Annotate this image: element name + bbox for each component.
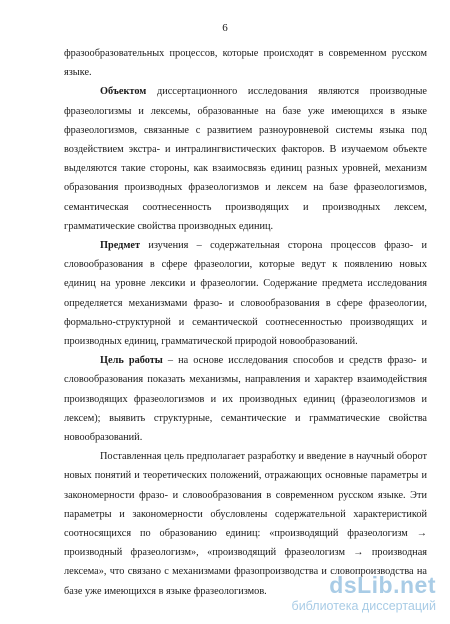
page-number: 6 — [222, 22, 228, 34]
paragraph-text: диссертационного исследования являются производные фразеологизмы и лексемы, образованные на базе уже имеющихся в языке фразеологизмов, связанные с развитием разноуровневой системы языка под воздействием экстра- и интралингвистических факторов. В изучаемом объекте выделяются такие стороны, как взаимосвязь единиц разных уровней, механизм образования производных фразеологизмов и лексем на базе фразеологизмов, семантическая соотнесенность производящих и производных лексем, грамматические свойства производных единиц. — [64, 86, 427, 232]
paragraph-object — [64, 82, 427, 236]
paragraph-subject — [64, 236, 427, 351]
paragraph-text: Поставленная цель предполагает разработку и введение в научный оборот новых понятий и теоретических положений, отражающих основные параметры и закономерности фразо- и словообразования в современном русском языке. Эти параметры и закономерности обусловлены содержательной характеристикой соотносящихся по образованию единиц: «производящий фразеологизм → производный фразеологизм», «производящий фразеологизм → производная лексема», что связано с механизмами фразопроизводства и словопроизводства на базе уже имеющихся в языке фразеологизмов. — [64, 451, 427, 597]
watermark — [246, 572, 436, 616]
paragraph-text: – на основе исследования способов и средств фразо- и словообразования показать механизмы, направления и характер взаимодействия производящих фразеологизмов и их производных единиц (фразеологизмов и лексем); выявить структурные, семантические и грамматические свойства новообразований. — [64, 355, 428, 444]
paragraph-continuation — [64, 44, 427, 82]
paragraph-goal — [64, 351, 427, 447]
paragraph-text: фразообразовательных процессов, которые происходят в современном русском языке. — [64, 48, 427, 79]
paragraph-text: изучения – содержательная сторона процессов фразо- и словообразования в сфере фразеологии, которые ведут к появлению новых единиц на уровне лексики и фразеологии. Содержание предмета исследования определяется механизмами фразо- и словообразования в сфере фразеологии, формально-структурной и семантической соотнесенностью производящих и производных единиц, грамматической природой новообразований. — [64, 240, 427, 348]
term-object: Объектом — [100, 86, 147, 98]
document-body — [64, 44, 427, 601]
watermark-subtitle: библиотека диссертаций — [291, 599, 436, 613]
watermark-logo: dsLib.net — [329, 572, 436, 598]
term-goal: Цель работы — [100, 355, 163, 367]
term-subject: Предмет — [100, 240, 141, 252]
